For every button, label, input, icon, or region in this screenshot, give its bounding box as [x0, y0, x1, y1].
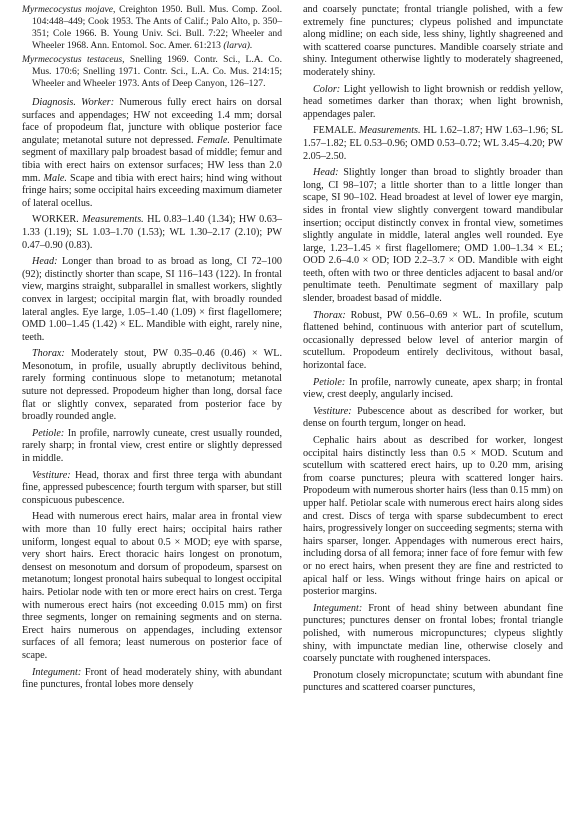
worker-hairs-paragraph: Head with numerous erect hairs, malar area in frontal view with more than 10 fully erect hairs; occipital hairs rather uniform, longest equal to about 0.5 × MOD; eye with sparse, very short hairs. Erect thoracic hairs longest on pronotum, densest on mesonotum and dorsum of propodeum, sparsest on metanotum; longest pronotal hairs subequal to longest occipital hairs. Petiolar node with ten or more erect hairs on crest. Terga with numerous erect hairs (not exceeding 0.015 mm) on first three segments, longer on remaining segments and on sterna. Erect hairs numerous on appendages, including extensor surfaces of all femora; least numerous on posterior face of scape. [22, 511, 282, 661]
section-label: Head: [32, 256, 58, 268]
female-vestiture-paragraph [303, 406, 563, 431]
citation-note: (larva). [223, 40, 253, 51]
paragraph-text: In profile, narrowly cuneate, crest usually rounded, rarely sharp; in frontal view, crest entire or slightly depressed in middle. [22, 427, 282, 465]
caste-heading: FEMALE. [313, 125, 357, 137]
section-label: Diagnosis. [32, 97, 76, 108]
worker-vestiture-paragraph [22, 470, 282, 508]
section-label: Head: [313, 167, 339, 179]
section-label: Thorax: [313, 309, 346, 321]
section-label: Vestiture: [32, 469, 71, 481]
paragraph-text: Light yellowish to light brownish or reddish yellow, head sometimes darker than thorax; when light brownish, appendages paler. [303, 83, 563, 120]
paragraph-text: Front of head shiny between abundant fine punctures; punctures denser on frontal lobes; frontal triangle polished, with numerous micropunctures; clypeus slightly shiny, with impunctate median line, otherwise closely and coarsely punctate with roughened interspaces. [303, 602, 563, 665]
section-label: Thorax: [32, 348, 65, 360]
left-column [22, 4, 282, 696]
worker-integument-paragraph [22, 667, 282, 692]
citation: , Snelling 1969. Contr. Sci., L.A. Co. Mus. 170:6; Snelling 1971. Contr. Sci., L.A. Co. Mus. 214:15; Wheeler and Wheeler 1973. Ants of Deep Canyon, 126–127. [32, 54, 282, 89]
section-label: Integument: [313, 602, 363, 614]
section-label: Integument: [32, 666, 82, 678]
paragraph-text: Longer than broad to as broad as long, CI 72–100 (92); distinctly shorter than scape, SI 116–143 (122). In frontal view, margins straight, subparallel in smallest workers, slightly convex in largest; occipital margin flat, with broadly rounded lateral angles. Eye large, 1.05–1.40 (1.09) × first flagellomere; OMD 1.00–1.45 (1.42) × EL. Mandible with eight, rarely nine, teeth. [22, 256, 282, 343]
paragraph-text: Head, thorax and first three terga with abundant fine, appressed pubescence; fourth tergum with sparser, but still conspicuous pubescence. [22, 469, 282, 506]
caste-heading: WORKER. [32, 214, 79, 226]
paragraph-text: Front of head moderately shiny, with abundant fine punctures, frontal lobes more densely [22, 666, 282, 691]
diagnosis-worker-text: Numerous fully erect hairs on dorsal surfaces and appendages; HW not exceeding 1.4 mm; dorsal face of propodeum flat, juncture with oblique posterior face angulate; metanotal suture not depressed. [22, 97, 282, 146]
female-measurements [303, 125, 563, 163]
section-label: Color: [313, 83, 341, 95]
female-petiole-paragraph [303, 377, 563, 402]
diagnosis-male-text: Scape and tibia with erect hairs; hind wing without fringe hairs; some occipital hairs exceeding maximum diameter of lateral ocellus. [22, 172, 282, 209]
continuation-paragraph: and coarsely punctate; frontal triangle polished, with a few extremely fine punctures; clypeus polished and impunctate along midline; on each side, less shiny, lightly shagreened and with scattered coarse punctures. Mandible coarsely striate and shiny. Integument otherwise lightly to moderately shagreened, moderately shiny. [303, 4, 563, 78]
paragraph-text: Pubescence about as described for worker, but dense on fourth tergum, longer on head. [303, 405, 563, 430]
measurements-text: HL 1.62–1.87; HW 1.63–1.96; SL 1.57–1.82; EL 0.53–0.96; OMD 0.53–0.72; WL 3.45–4.20; PW 2.05–2.50. [303, 125, 564, 162]
female-integument-paragraph [303, 603, 563, 666]
diagnosis-female-text: Penultimate segment of maxillary palp broadest basad of middle; femur and tibia with erect hairs on extensor surfaces; HW less than 2.0 mm. [22, 134, 282, 184]
worker-thorax-paragraph [22, 348, 282, 424]
paragraph-text: Moderately stout, PW 0.35–0.46 (0.46) × WL. Mesonotum, in profile, usually abruptly declivitous behind, rarely forming continuous slope to metanotum; metanotal suture not depressed. Propodeum higher than long, dorsal face flat or slightly convex, separated from posterior face by broadly rounded angle. [22, 348, 282, 423]
worker-color-paragraph [303, 84, 563, 122]
section-label: Vestiture: [313, 405, 352, 417]
worker-petiole-paragraph [22, 428, 282, 466]
female-head-paragraph [303, 167, 563, 306]
caste-label: Worker: [81, 97, 115, 108]
female-thorax-paragraph [303, 310, 563, 373]
caste-label: Male. [43, 172, 67, 184]
section-label: Petiole: [32, 427, 65, 439]
section-label: Measurements. [82, 214, 144, 226]
paragraph-text: Slightly longer than broad to slightly broader than long, CI 98–107; a little shorter than to a little longer than scape, SI 90–102. Head broadest at level of lower eye margin, sides in frontal view slightly convergent toward mandibular insertion; occiput distinctly convex in frontal view, sometimes slightly angulate in middle, lateral angles well rounded. Eye large, 1.23–1.45 × first flagellomere; OMD 1.00–1.34 × EL; OOD 2.6–4.0 × OD; IOD 2.2–3.7 × OD. Mandible with eight teeth, often with two or three denticles adjacent to basal and/or penultimate teeth. Penultimate segment of maxillary palp slender, broadest basad of middle. [303, 167, 563, 305]
caste-label: Female. [196, 134, 230, 146]
taxon-name: Myrmecocystus testaceus [22, 54, 123, 65]
section-label: Petiole: [313, 376, 346, 388]
female-hairs-paragraph: Cephalic hairs about as described for worker, longest occipital hairs distinctly less than 0.5 × MOD. Scutum and scutellum with scattered erect hairs, up to 0.20 mm, arising from coarse punctures; pleura with scattered longer hairs. Propodeum with numerous shorter hairs (less than 0.15 mm) on upper half. Petiolar scale with numerous erect hairs along sides and crest. Discs of terga with sparse subdecumbent to erect hairs, progressively longer on succeeding segments; sterna with hairs sparser, longer. Appendages with numerous erect hairs, including dorsa of all femora; inner face of fore femur with few or no erect hairs, when present they are fine and restricted to apical half or less. Wings without fringe hairs on apical or posterior margins. [303, 435, 563, 598]
synonymy-entry [22, 54, 282, 90]
citation: , Creighton 1950. Bull. Mus. Comp. Zool. 104:448–449; Cook 1953. The Ants of Calif.; Palo Alto, p. 350–351; Cole 1966. B. Young Univ. Sci. Bull. 7:22; Wheeler and Wheeler 1968. Ann. Entomol. Soc. Amer. 61:213 [32, 4, 282, 51]
pronotum-paragraph: Pronotum closely micropunctate; scutum with abundant fine punctures and scattered coarser punctures, [303, 669, 563, 694]
diagnosis-paragraph [22, 97, 282, 210]
taxon-name: Myrmecocystus mojave [22, 4, 114, 15]
paragraph-text: Robust, PW 0.56–0.69 × WL. In profile, scutum flattened behind, continuous with anterior part of scutellum, occasionally depressed below level of anterior margin of scutellum. Propodeum entirely declivitous, without basal, horizontal face. [303, 309, 563, 372]
measurements-text: HL 0.83–1.40 (1.34); HW 0.63–1.33 (1.19); SL 1.03–1.70 (1.53); WL 1.30–2.17 (2.10); PW 0.47–0.90 (0.83). [22, 214, 283, 251]
right-column [303, 4, 563, 699]
section-label: Measurements. [358, 125, 421, 137]
synonymy-entry [22, 4, 282, 52]
page [22, 4, 563, 822]
worker-head-paragraph [22, 256, 282, 344]
worker-measurements [22, 214, 282, 252]
paragraph-text: In profile, narrowly cuneate, apex sharp; in frontal view, crest deeply, angularly incised. [303, 376, 563, 401]
